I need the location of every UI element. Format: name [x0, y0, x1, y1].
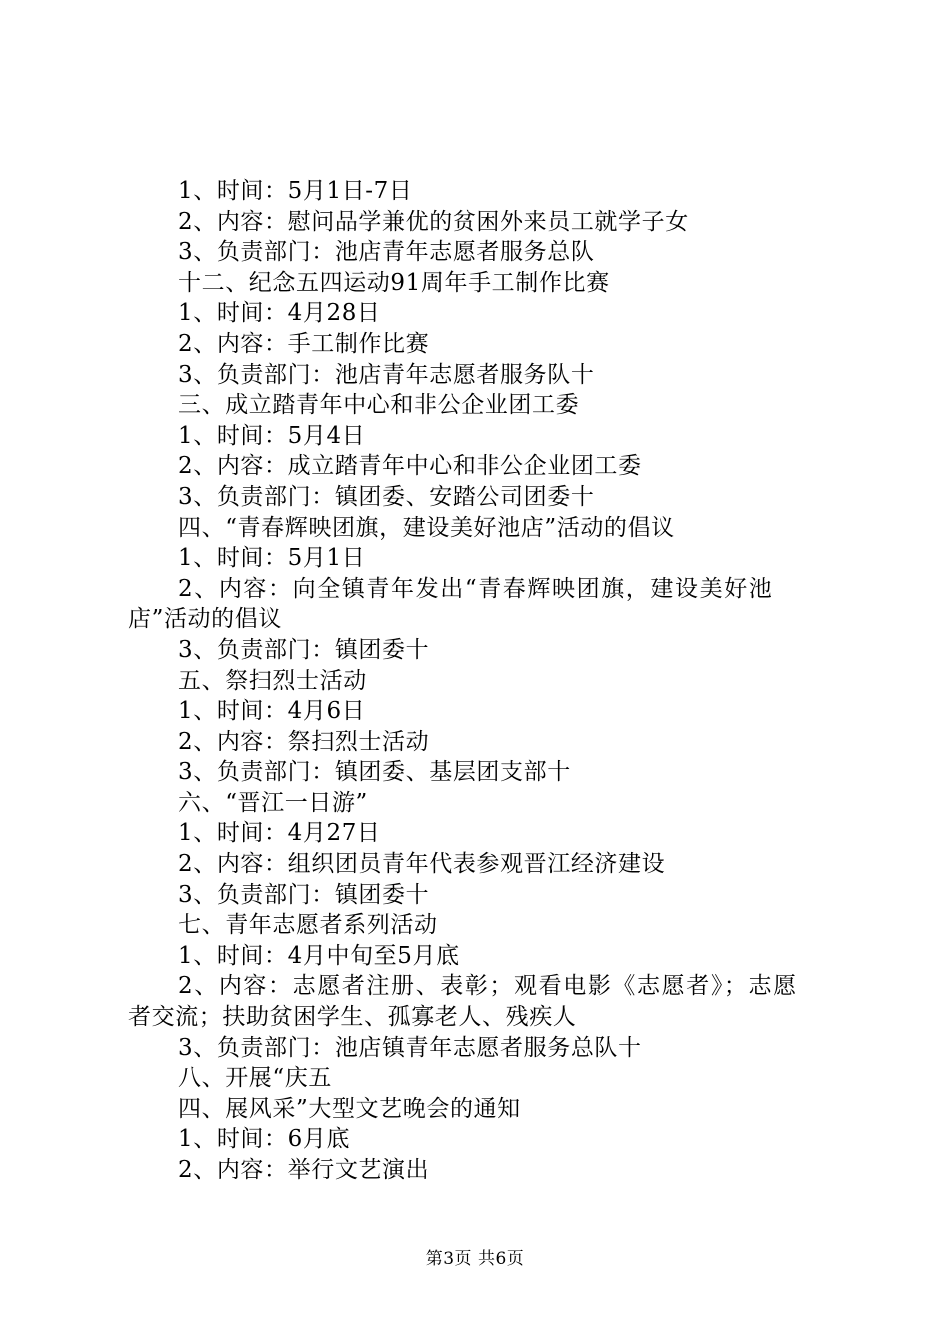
section-heading: 七、青年志愿者系列活动	[178, 912, 438, 939]
text-line: 2、内容：手工制作比赛	[178, 330, 430, 357]
text-line: 1、时间：4月28日	[178, 300, 381, 327]
section-heading: 八、开展“庆五	[178, 1065, 332, 1092]
text-line-continued: 店”活动的倡议	[128, 606, 282, 633]
section-heading: 六、“晋江一日游”	[178, 789, 368, 816]
text-line: 2、内容：组织团员青年代表参观晋江经济建设	[178, 851, 666, 878]
text-line: 2、内容：举行文艺演出	[178, 1157, 430, 1183]
text-line: 1、时间：5月1日-7日	[178, 178, 413, 204]
text-line: 2、内容：向全镇青年发出“青春辉映团旗，建设美好池	[178, 575, 774, 602]
section-heading: 五、祭扫烈士活动	[178, 667, 367, 694]
text-line: 3、负责部门：镇团委、安踏公司团委十	[178, 483, 595, 510]
text-line: 1、时间：5月4日	[178, 422, 366, 449]
text-line: 1、时间：4月中旬至5月底	[178, 942, 460, 969]
text-line: 2、内容：志愿者注册、表彰；观看电影《志愿者》；志愿	[178, 973, 798, 1000]
text-line-continued: 者交流；扶助贫困学生、孤寡老人、残疾人	[128, 1004, 577, 1031]
text-line: 3、负责部门：池店青年志愿者服务队十	[178, 361, 595, 388]
document-body	[128, 176, 833, 1186]
text-line: 2、内容：成立踏青年中心和非公企业团工委	[178, 453, 642, 480]
page-number-footer: 第3页 共6页	[425, 1249, 525, 1269]
text-line: 3、负责部门：镇团委十	[178, 881, 430, 908]
text-line: 3、负责部门：池店青年志愿者服务总队	[178, 239, 595, 266]
text-line: 1、时间：4月6日	[178, 698, 366, 725]
text-line: 2、内容：祭扫烈士活动	[178, 728, 430, 755]
text-line: 3、负责部门：池店镇青年志愿者服务总队十	[178, 1034, 642, 1061]
section-heading-continued: 四、展风采”大型文艺晚会的通知	[178, 1095, 521, 1122]
text-line: 1、时间：4月27日	[178, 820, 381, 847]
section-heading: 三、成立踏青年中心和非公企业团工委	[178, 392, 580, 419]
text-line: 3、负责部门：镇团委、基层团支部十	[178, 759, 571, 786]
section-heading: 四、“青春辉映团旗，建设美好池店”活动的倡议	[178, 514, 675, 541]
text-line: 1、时间：5月1日	[178, 545, 366, 572]
text-line: 2、内容：慰问品学兼优的贫困外来员工就学子女	[178, 208, 689, 235]
text-line: 1、时间：6月底	[178, 1126, 351, 1153]
text-line: 3、负责部门：镇团委十	[178, 636, 430, 663]
section-heading: 十二、纪念五四运动91周年手工制作比赛	[178, 269, 610, 296]
